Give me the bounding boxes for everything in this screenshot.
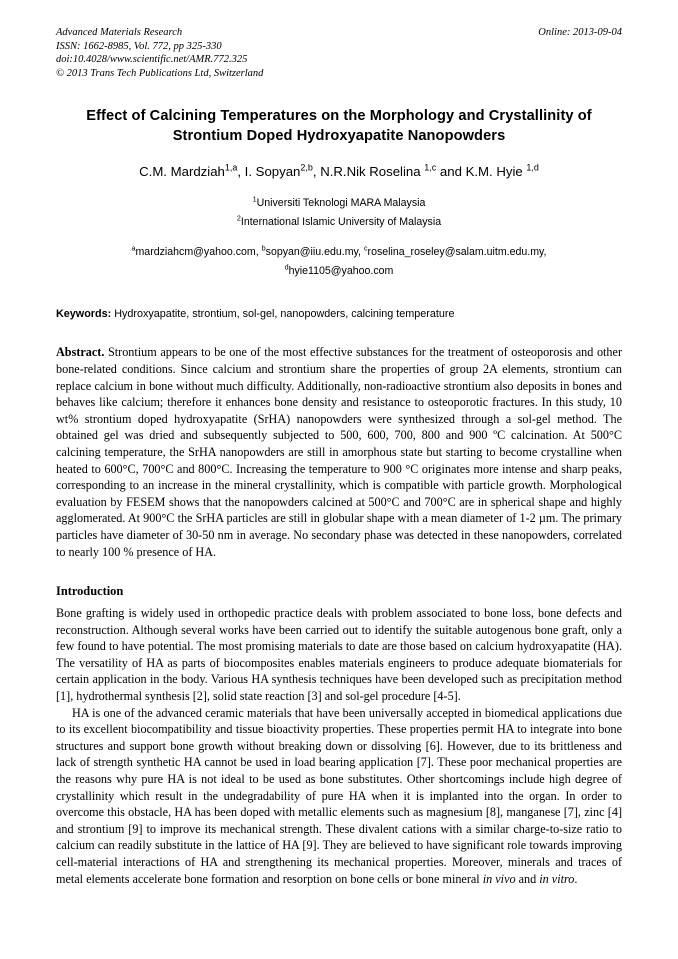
author-1-affil-marker: 1,a bbox=[224, 162, 238, 173]
email-d-marker: d bbox=[284, 262, 289, 272]
copyright-line: © 2013 Trans Tech Publications Ltd, Switzerland bbox=[56, 67, 264, 79]
affiliation-2-text: International Islamic University of Malaysia bbox=[240, 216, 442, 229]
affiliation-1-marker: 1 bbox=[252, 194, 257, 204]
abstract-label: Abstract. bbox=[56, 345, 105, 360]
abstract-text: Strontium appears to be one of the most effective substances for the treatment of osteoporosis and other bone-related conditions. Since calcium and strontium share the properties of group 2A elements, strontium can replace calcium in bone without much difficulty. Additionally, non-radioactive strontium also deposits in bones and behaves like calcium; therefore it enhances bone density and resistance to osteoporotic fractures. In this study, 10 wt% strontium doped hydroxyapatite (SrHA) nanopowders were synthesized through a sol-gel method. The obtained gel was dried and subsequently subjected to 500, 600, 700, 800 and 900 ºC calcination. At 500°C calcining temperature, the SrHA nanopowders are still in amorphous state but starting to become crystalline when heated to 600°C, 700°C and 800°C. Increasing the temperature to 900 °C originates more intense and sharp peaks, corresponding to an increase in the mineral crystallinity, which is compatible with particle growth. Morphological evaluation by FESEM shows that the nanopowders calcined at 500°C and 700°C are in spherical shape and highly agglomerated. At 900°C the SrHA particles are still in globular shape with a mean diameter of 1-2 µm. The primary particles have diameter of 30-50 nm in average. No secondary phase was detected in these nanopowders, correlated to nearly 100 % presence of HA. bbox=[56, 345, 622, 559]
email-a: mardziahcm@yahoo.com, bbox=[135, 246, 262, 259]
intro-p2-italic-2: in vitro bbox=[539, 871, 575, 886]
intro-paragraph-2 bbox=[56, 705, 622, 888]
keywords-value: Hydroxyapatite, strontium, sol-gel, nanopowders, calcining temperature bbox=[111, 308, 455, 321]
author-4-name: K.M. Hyie bbox=[465, 164, 527, 180]
author-list bbox=[56, 163, 622, 181]
affiliation-2 bbox=[56, 213, 622, 232]
affiliation-2-marker: 2 bbox=[236, 213, 241, 223]
journal-name: Advanced Materials Research bbox=[56, 27, 183, 38]
author-sep-2: , bbox=[312, 164, 321, 180]
issn-line: ISSN: 1662-8985, Vol. 772, pp 325-330 bbox=[56, 40, 222, 52]
online-date: Online: 2013-09-04 bbox=[538, 27, 622, 38]
email-list bbox=[56, 243, 622, 281]
email-b-marker: b bbox=[261, 243, 266, 253]
author-sep-3: and bbox=[436, 164, 466, 180]
header-left-block bbox=[56, 26, 476, 80]
email-a-marker: a bbox=[131, 243, 136, 253]
affiliation-1-text: Universiti Teknologi MARA Malaysia bbox=[256, 197, 426, 210]
intro-p2-italic-1: in vivo bbox=[482, 871, 516, 886]
author-2-name: I. Sopyan bbox=[244, 164, 301, 180]
email-c-marker: c bbox=[363, 243, 368, 253]
affiliation-list bbox=[56, 194, 622, 232]
author-3-affil-marker: 1,c bbox=[424, 162, 437, 173]
title-line-2: Strontium Doped Hydroxyapatite Nanopowders bbox=[172, 128, 506, 145]
affiliation-1 bbox=[56, 194, 622, 213]
intro-p2-part-3: . bbox=[574, 871, 578, 886]
doi-line: doi:10.4028/www.scientific.net/AMR.772.325 bbox=[56, 54, 248, 66]
author-3-name: N.R.Nik Roselina bbox=[320, 164, 425, 180]
author-2-affil-marker: 2,b bbox=[300, 162, 313, 173]
intro-paragraph-1: Bone grafting is widely used in orthopedic practice deals with problem associated to bone loss, bone defects and reconstruction. Although several works have been carried out to identify the suitable autogenous bone graft, only a few found to have potential. The most promising materials to date are those based on calcium hydroxyapatite (HA). The versatility of HA as parts of biocomposites enables materials engineers to produce adequate biomaterials for certain application in the body. Various HA synthesis techniques have been developed such as precipitation method [1], hydrothermal synthesis [2], solid state reaction [3] and sol-gel procedure [4-5]. bbox=[56, 606, 622, 704]
author-sep-1: , bbox=[237, 164, 245, 180]
author-4-affil-marker: 1,d bbox=[526, 162, 539, 173]
email-line-1 bbox=[56, 243, 622, 262]
email-b: sopyan@iiu.edu.my, bbox=[265, 246, 364, 259]
author-1-name: C.M. Mardziah bbox=[139, 164, 225, 180]
intro-p2-part-1: HA is one of the advanced ceramic materials that have been universally accepted in biomedical applications due to its excellent biocompatibility and tissue bioactivity properties. These properties permit HA to integrate into bone structures and support bone growth without breaking down or dissolving [6]. However, due to its brittleness and lack of strength synthetic HA cannot be used in load bearing application [7]. These poor mechanical properties are the reasons why pure HA is not ideal to be used as bone substitutes. Other shortcomings include high degree of crystallinity which result in the undegradability of pure HA when it is implanted into the organ. In order to overcome this obstacle, HA has been doped with metallic elements such as magnesium [8], manganese [7], zinc [4] and strontium [9] to improve its mechanical strength. These divalent cations with a similar charge-to-size ratio to calcium can readily substitute in the lattice of HA [9]. They are believed to have significant role towards improving cell-material interactions of HA and strengthening its mechanical properties. Moreover, minerals and traces of metal elements accelerate bone formation and resorption on bone cells or bone mineral bbox=[56, 705, 622, 886]
abstract-block bbox=[56, 344, 622, 560]
email-line-2 bbox=[56, 262, 622, 281]
section-heading-introduction: Introduction bbox=[56, 584, 124, 599]
intro-p2-part-2: and bbox=[515, 871, 540, 886]
keywords-block bbox=[56, 307, 622, 322]
email-c: roselina_roseley@salam.uitm.edu.my, bbox=[367, 246, 547, 259]
keywords-label: Keywords: bbox=[56, 308, 112, 321]
page-header bbox=[56, 26, 622, 80]
email-d: hyie1105@yahoo.com bbox=[288, 265, 394, 278]
page-title bbox=[56, 106, 622, 146]
title-line-1: Effect of Calcining Temperatures on the Morphology and Crystallinity of bbox=[86, 108, 592, 125]
